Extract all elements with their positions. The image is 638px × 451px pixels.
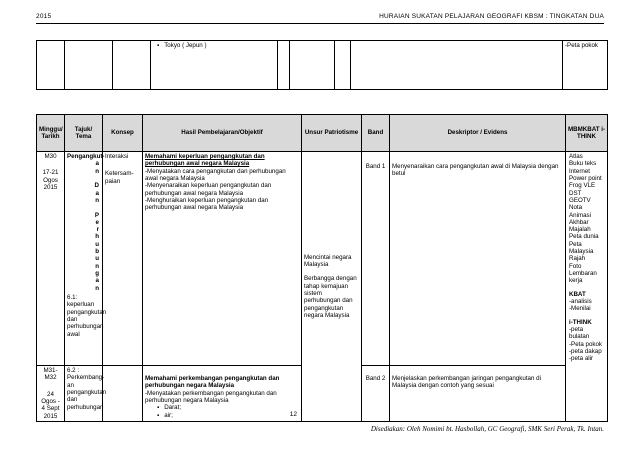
hasil-item: -Menyenaraikan keperluan pengangkutan dan perhubungan awal negara Malaysia	[145, 182, 272, 197]
bbm-item: Peta dunia	[569, 233, 599, 241]
col-tajuk: Tajuk/ Tema	[65, 115, 103, 152]
cell-bullet	[151, 41, 278, 90]
col-deskriptor: Deskriptor / Evidens	[390, 115, 566, 152]
topic-title: Pengangkut-	[67, 153, 105, 160]
ithink-item: -Peta pokok	[569, 340, 603, 348]
bbm-item: Frog VLE	[569, 182, 596, 190]
bbm-item: Buku teks	[569, 160, 597, 168]
cell-empty	[65, 41, 113, 90]
kbat-item: -analisis	[569, 297, 592, 305]
page-number: 12	[289, 411, 297, 419]
cell-empty	[351, 41, 563, 90]
col-hasil: Hasil Pembelajaran/Objektif	[143, 115, 302, 152]
lesson-plan-table	[36, 114, 608, 422]
bbm-item: Peta Malaysia	[569, 240, 594, 256]
band-label: Band 1	[365, 163, 386, 170]
topic-title-vertical: a n D a n P e r h u b u n g a n	[94, 160, 99, 292]
cell-empty	[335, 41, 351, 90]
ithink-item: -peta dakap	[569, 347, 602, 355]
footer-credit: Disediakan: Oleh Nomimi bt. Hasbollah, GC Geografi, SMK Seri Perak, Tk. Intan.	[370, 425, 604, 433]
konsep-1: Interaksi	[105, 153, 129, 160]
cell-hasil	[143, 152, 302, 366]
bbm-item: GEOTV	[569, 196, 591, 204]
cell-empty	[290, 41, 335, 90]
header-title: HURAIAN SUKATAN PELAJARAN GEOGRAFI KBSM : TINGKATAN DUA	[379, 13, 604, 20]
deskriptor-text: Menyenaraikan cara pengangkutan awal di Malaysia dengan betul	[392, 163, 559, 178]
hasil-title: Memahami perkembangan pengangkutan dan perhubungan negara Malaysia	[145, 375, 280, 390]
col-minggu: Minggu/ Tarikh	[37, 115, 65, 152]
bbm-item: DST	[569, 189, 582, 197]
ithink-item: -peta bulatan	[569, 325, 590, 341]
cell-deskriptor	[390, 152, 566, 366]
week-label: M30	[44, 153, 57, 160]
col-unsur: Unsur Patriotisme	[302, 115, 362, 152]
cell-band	[362, 366, 390, 422]
bullet-item: ▪ Tokyo ( Jepun )	[167, 42, 275, 49]
week-label: M31-M32	[43, 367, 58, 382]
footer-divider	[370, 421, 604, 422]
week-date: 24 Ogos - 4 Sept 2015	[41, 390, 60, 420]
cell-week	[37, 152, 65, 366]
bullet-item: ▪ air;	[167, 412, 299, 419]
kbat-item: -Menilai	[569, 305, 591, 313]
col-band: Band	[362, 115, 390, 152]
week-date: 17-21 Ogos 2015	[42, 169, 59, 191]
bullet-item: ▪ Darat;	[167, 404, 299, 411]
kbat-title: KBAT	[569, 290, 586, 298]
table-header	[37, 115, 608, 152]
bbm-item: Animasi	[569, 211, 592, 219]
bbm-item: Nota	[569, 204, 583, 212]
bbm-item: Akhbar	[569, 218, 589, 226]
cell-topic	[65, 152, 107, 366]
hasil-item: -Menyatakan cara pengangkutan dan perhubungan awal negara Malaysia	[145, 167, 286, 182]
cell-week	[37, 366, 65, 422]
bbm-item: Lembaran kerja	[569, 270, 597, 285]
bbm-item: Internet	[569, 167, 590, 175]
band-label: Band 2	[365, 375, 386, 382]
subtopic: 6.1: keperluan pengangkutan dan perhubungan awal	[67, 293, 107, 338]
hasil-item: -Menghuraikan keperluan pengangkutan dan perhubungan awal negara Malaysia	[145, 196, 269, 212]
cell-empty	[113, 41, 151, 90]
konsep-2: Ketersam-paian	[105, 170, 134, 185]
header-divider	[36, 23, 604, 24]
ithink-item: -peta alir	[569, 355, 594, 363]
cell-unsur	[302, 152, 362, 422]
cell-empty	[278, 41, 290, 90]
bbm-item: Rajah	[569, 255, 586, 263]
subtopic: 6.2 : Perkembang-an pengangkutan dan perhubungan	[67, 367, 107, 411]
header-year: 2015	[36, 13, 52, 20]
table-row	[37, 152, 608, 366]
deskriptor-text: Menjelaskan perkembangan jaringan pengangkutan di Malaysia dengan contoh yang sesuai	[392, 375, 541, 390]
hasil-title: Memahami keperluan pengangkutan dan perhubungan awal negara Malaysia	[145, 153, 265, 168]
cell-hasil	[143, 366, 302, 422]
unsur-text-1: Mencintai negara Malaysia	[304, 253, 352, 268]
bbm-item: Atlas	[569, 153, 583, 160]
cell-deskriptor	[390, 366, 566, 422]
cell-band	[362, 152, 390, 366]
col-bbm: MBMKBAT i-THINK	[566, 115, 608, 152]
bbm-item: Power point	[569, 174, 602, 182]
bbm-item: Foto	[569, 262, 582, 270]
cell-konsep	[103, 366, 143, 422]
cell-bbm-list	[566, 152, 608, 422]
cell-topic	[65, 366, 107, 422]
continuation-table	[36, 40, 608, 90]
hasil-item: -Menyatakan perkembangan pengangkutan dan perhubungan negara Malaysia	[145, 389, 277, 404]
cell-bbm: -Peta pokok	[563, 41, 608, 90]
unsur-text-2: Berbangga dengan tahap kemajuan sistem perhubungan dan pengangkutan negara Malaysia	[304, 275, 357, 319]
ithink-title: i-THINK	[569, 318, 592, 326]
cell-empty	[37, 41, 65, 90]
bbm-item: Majalah	[569, 226, 591, 234]
col-konsep: Konsep	[103, 115, 143, 152]
cell-konsep	[103, 152, 143, 366]
